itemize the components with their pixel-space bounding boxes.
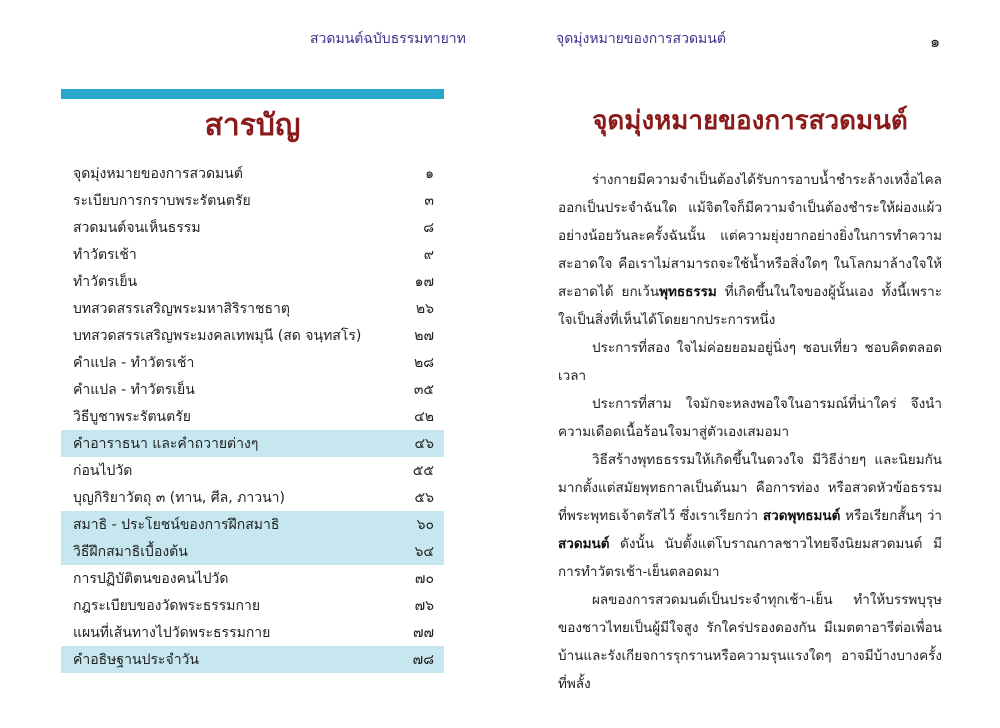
toc-accent-bar xyxy=(61,89,444,99)
toc-item-page: ๑ xyxy=(425,165,434,182)
paragraph-2: ประการที่สอง ใจไม่ค่อยยอมอยู่นิ่งๆ ชอบเที่ยว ชอบคิดตลอดเวลา xyxy=(558,340,942,384)
toc-item-page: ๗๗ xyxy=(412,624,434,641)
toc-item-page: ๓๕ xyxy=(413,381,434,398)
toc-item-highlighted[interactable] xyxy=(61,538,444,565)
toc-item-page: ๘ xyxy=(423,219,434,236)
toc-item-label: ทำวัตรเย็น xyxy=(73,273,138,290)
toc-item-page: ๑๗ xyxy=(414,273,434,290)
toc-item-label: ก่อนไปวัด xyxy=(73,462,133,479)
toc-item-highlighted[interactable] xyxy=(61,511,444,538)
book-title-header: สวดมนต์ฉบับธรรมทายาท xyxy=(310,31,466,47)
toc-item-page: ๒๘ xyxy=(413,354,434,371)
text-span: ดังนั้น นับตั้งแต่โบราณกาลชาวไทยจึงนิยมสวดมนต์ มีการทำวัตรเช้า-เย็นตลอดมา xyxy=(558,536,942,580)
toc-item[interactable] xyxy=(61,376,444,403)
toc-list xyxy=(61,160,444,673)
toc-item[interactable] xyxy=(61,187,444,214)
toc-item-label: แผนที่เส้นทางไปวัดพระธรรมกาย xyxy=(73,624,271,641)
toc-item-page: ๖๔ xyxy=(414,543,434,560)
text-span: ที่เกิดขึ้นในใจของผู้นั้นเอง ทั้งนี้เพราะใจเป็นสิ่งที่เห็นได้โดยยากประการหนึ่ง xyxy=(558,284,942,328)
paragraph-3: ประการที่สาม ใจมักจะหลงพอใจในอารมณ์ที่น่าใคร่ จึงนำความเดือดเนื้อร้อนใจมาสู่ตัวเองเสมอมา xyxy=(558,396,942,440)
page-number: ๑ xyxy=(930,32,941,51)
toc-item-highlighted[interactable] xyxy=(61,430,444,457)
toc-item-page: ๙ xyxy=(423,246,434,263)
toc-item-page: ๒๖ xyxy=(415,300,434,317)
toc-item-label: คำแปล - ทำวัตรเย็น xyxy=(73,381,195,398)
toc-item-page: ๒๗ xyxy=(414,327,434,344)
bold-term: สวดมนต์ xyxy=(558,536,610,552)
article-body xyxy=(558,166,942,698)
toc-item-page: ๓ xyxy=(424,192,434,209)
toc-item[interactable] xyxy=(61,403,444,430)
toc-item-label: บุญกิริยาวัตถุ ๓ (ทาน, ศีล, ภาวนา) xyxy=(73,489,286,506)
toc-title: สารบัญ xyxy=(204,108,301,143)
text-span: ร่างกายมีความจำเป็นต้องได้รับการอาบน้ำชำระล้างเหงื่อไคลออกเป็นประจำฉันใด แม้จิตใจก็มีความจำเป็นต้องชำระให้ผ่องแผ้วอย่างน้อยวันละครั้งฉันนั้น แต่ความยุ่งยากอย่างยิ่งในการทำความสะอาดใจ คือเราไม่สามารถจะใช้น้ำหรือสิ่งใดๆ ในโลกมาล้างใจให้สะอาดได้ ยกเว้น xyxy=(558,172,942,300)
toc-item-label: บทสวดสรรเสริญพระมหาสิริราชธาตุ xyxy=(73,300,291,317)
paragraph-5: ผลของการสวดมนต์เป็นประจำทุกเช้า-เย็น ทำให้บรรพบุรุษของชาวไทยเป็นผู้มีใจสูง รักใคร่ปรองดองกัน มีเมตตาอารีต่อเพื่อนบ้านและรังเกียจการรุกรานหรือความรุนแรงใดๆ อาจมีบ้างบางครั้งที่พลั้ง xyxy=(558,592,942,692)
toc-item[interactable] xyxy=(61,214,444,241)
toc-item-label: คำอาราธนา และคำถวายต่างๆ xyxy=(73,435,259,452)
toc-item[interactable] xyxy=(61,160,444,187)
toc-item[interactable] xyxy=(61,295,444,322)
toc-item-label: ระเบียบการกราบพระรัตนตรัย xyxy=(73,192,251,209)
toc-item[interactable] xyxy=(61,619,444,646)
bold-term: พุทธธรรม xyxy=(659,284,717,300)
article-title: จุดมุ่งหมายของการสวดมนต์ xyxy=(592,106,908,136)
bold-term: สวดพุทธมนต์ xyxy=(762,508,841,524)
toc-item-page: ๗๐ xyxy=(414,570,434,587)
toc-item-label: วิธีบูชาพระรัตนตรัย xyxy=(73,408,191,425)
toc-item-label: บทสวดสรรเสริญพระมงคลเทพมุนี (สด จนฺทสโร) xyxy=(73,327,362,344)
toc-item[interactable] xyxy=(61,268,444,295)
toc-item-highlighted[interactable] xyxy=(61,646,444,673)
toc-item-label: วิธีฝึกสมาธิเบื้องต้น xyxy=(73,543,188,560)
toc-item[interactable] xyxy=(61,349,444,376)
toc-item-label: สวดมนต์จนเห็นธรรม xyxy=(73,219,201,236)
toc-item[interactable] xyxy=(61,565,444,592)
toc-item-page: ๔๒ xyxy=(414,408,434,425)
toc-item-page: ๖๐ xyxy=(416,516,434,533)
toc-item-page: ๗๘ xyxy=(412,651,434,668)
toc-item-label: สมาธิ - ประโยชน์ของการฝึกสมาธิ xyxy=(73,516,280,533)
chapter-title-header: จุดมุ่งหมายของการสวดมนต์ xyxy=(556,31,726,47)
toc-item-label: กฎระเบียบของวัดพระธรรมกาย xyxy=(73,597,261,614)
toc-item-page: ๕๕ xyxy=(412,462,434,479)
paragraph-4 xyxy=(558,446,942,586)
toc-item[interactable] xyxy=(61,241,444,268)
toc-item[interactable] xyxy=(61,484,444,511)
toc-item-page: ๗๖ xyxy=(414,597,434,614)
toc-item[interactable] xyxy=(61,322,444,349)
toc-item-label: จุดมุ่งหมายของการสวดมนต์ xyxy=(73,165,243,182)
toc-item-label: คำแปล - ทำวัตรเช้า xyxy=(73,354,195,371)
text-span: วิธีสร้างพุทธธรรมให้เกิดขึ้นในดวงใจ มีวิธีง่ายๆ และนิยมกันมากตั้งแต่สมัยพุทธกาลเป็นต้นมา คือการท่อง หรือสวดหัวข้อธรรมที่พระพุทธเจ้าตรัสไว้ ซึ่งเราเรียกว่า xyxy=(558,452,942,524)
toc-item-label: การปฏิบัติตนของคนไปวัด xyxy=(73,570,229,587)
toc-item-page: ๔๖ xyxy=(414,435,434,452)
toc-item[interactable] xyxy=(61,592,444,619)
toc-item-label: ทำวัตรเช้า xyxy=(73,246,137,263)
text-span: หรือเรียกสั้นๆ ว่า xyxy=(840,508,943,524)
toc-item[interactable] xyxy=(61,457,444,484)
toc-item-page: ๕๖ xyxy=(414,489,434,506)
toc-item-label: คำอธิษฐานประจำวัน xyxy=(73,651,199,668)
paragraph-1 xyxy=(558,166,942,334)
